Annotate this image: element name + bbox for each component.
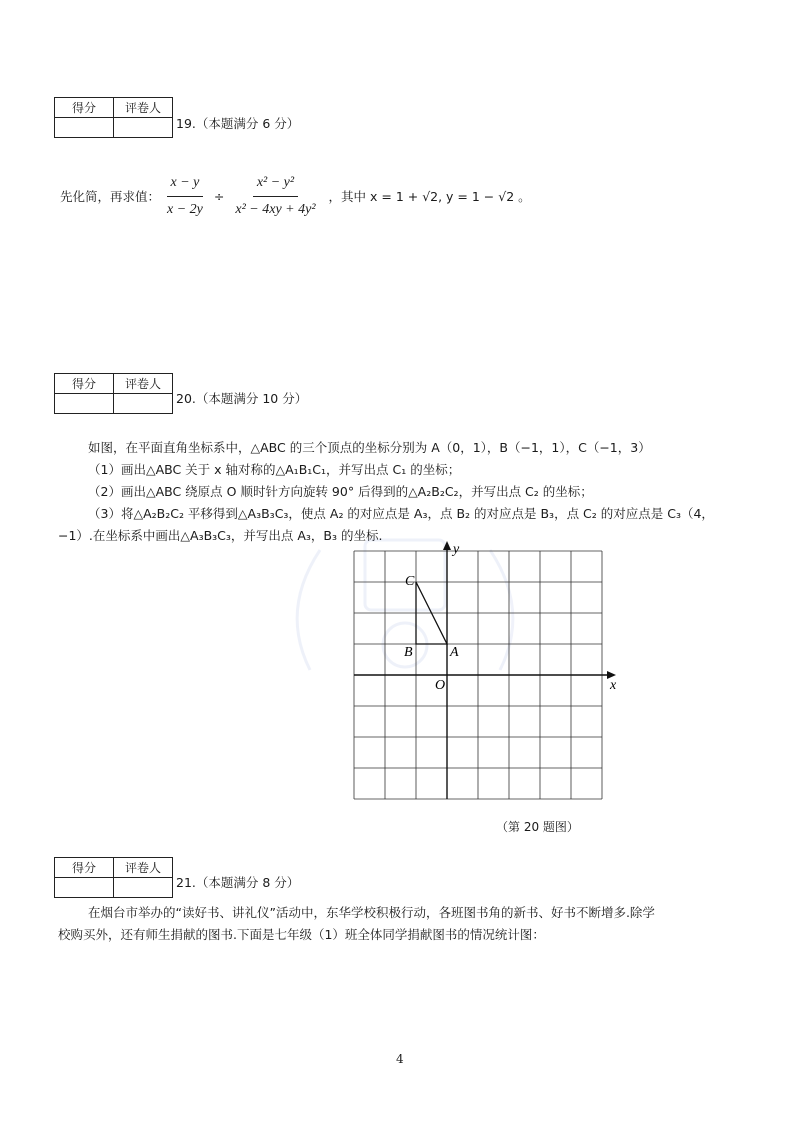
q19-fraction-2 [231, 172, 319, 221]
score-label: 得分 [55, 374, 114, 394]
grader-cell[interactable] [114, 118, 173, 138]
q20-part3-line2: −1）.在坐标系中画出△A₃B₃C₃，并写出点 A₃，B₃ 的坐标. [58, 528, 383, 543]
score-table-q19 [54, 97, 173, 138]
score-table-q20 [54, 373, 173, 414]
q19-prefix: 先化简，再求值： [60, 188, 161, 204]
axes [354, 541, 616, 799]
q19-divide-sign: ÷ [213, 188, 225, 204]
score-table-q21 [54, 857, 173, 898]
q19-problem [60, 172, 531, 221]
q20-part2: （2）画出△ABC 绕原点 O 顺时针方向旋转 90° 后得到的△A₂B₂C₂，并写出点 C₂ 的坐标； [88, 484, 593, 499]
q20-part3-line1: （3）将△A₂B₂C₂ 平移得到△A₃B₃C₃，使点 A₂ 的对应点是 A₃，点 B₂ 的对应点是 B₃，点 C₂ 的对应点是 C₃（4， [88, 506, 714, 521]
grader-label: 评卷人 [114, 858, 173, 878]
grader-cell[interactable] [114, 878, 173, 898]
point-a-label: A [450, 645, 459, 660]
q21-header: 21.（本题满分 8 分） [176, 875, 300, 890]
q19-suffix: ，其中 x = 1 + √2, y = 1 − √2 。 [328, 188, 531, 204]
q19-fraction-1 [163, 172, 207, 221]
q20-header: 20.（本题满分 10 分） [176, 391, 308, 406]
q19-frac1-denominator: x − 2y [167, 202, 203, 217]
grader-label: 评卷人 [114, 98, 173, 118]
score-cell[interactable] [55, 394, 114, 414]
q21-line1: 在烟台市举办的“读好书、讲礼仪”活动中，东华学校积极行动，各班图书角的新书、好书不断增多.除学 [88, 905, 655, 920]
q20-figure-caption: （第 20 题图） [496, 820, 579, 834]
score-label: 得分 [55, 858, 114, 878]
q19-frac1-numerator: x − y [167, 172, 204, 197]
q19-frac2-denominator: x² − 4xy + 4y² [235, 202, 316, 217]
score-label: 得分 [55, 98, 114, 118]
q19-frac2-numerator: x² − y² [253, 172, 298, 197]
q19-header: 19.（本题满分 6 分） [176, 116, 300, 131]
page-number: 4 [396, 1052, 404, 1066]
grader-cell[interactable] [114, 394, 173, 414]
q20-coordinate-grid [340, 540, 617, 810]
point-b-label: B [404, 645, 413, 660]
q20-part1: （1）画出△ABC 关于 x 轴对称的△A₁B₁C₁，并写出点 C₁ 的坐标； [88, 462, 461, 477]
grader-label: 评卷人 [114, 374, 173, 394]
q20-intro: 如图，在平面直角坐标系中，△ABC 的三个顶点的坐标分别为 A（0，1），B（−1，1），C（−1，3） [88, 440, 651, 455]
x-axis-label: x [610, 678, 617, 693]
y-axis-arrow [443, 541, 451, 550]
score-cell[interactable] [55, 118, 114, 138]
origin-label: O [435, 678, 446, 693]
y-axis-label: y [453, 542, 460, 557]
score-cell[interactable] [55, 878, 114, 898]
q21-line2: 校购买外，还有师生捐献的图书.下面是七年级（1）班全体同学捐献图书的情况统计图： [58, 927, 545, 942]
point-c-label: C [405, 574, 415, 589]
